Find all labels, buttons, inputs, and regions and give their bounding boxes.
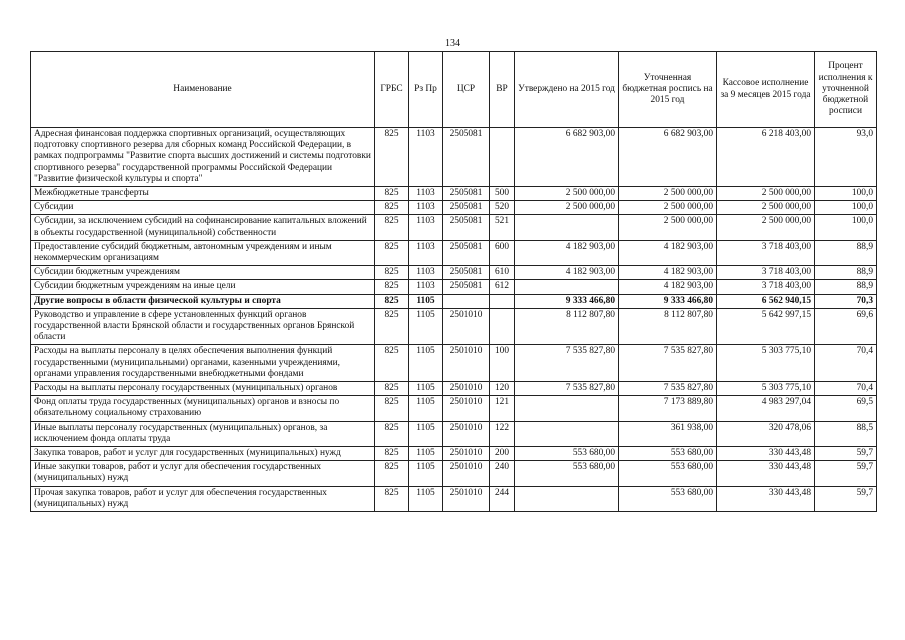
row-refined-cell: 4 182 903,00 xyxy=(619,280,717,294)
row-rz-pr-cell: 1105 xyxy=(409,486,443,511)
row-cash-cell: 6 218 403,00 xyxy=(717,128,815,187)
row-rz-pr-cell: 1103 xyxy=(409,215,443,240)
row-grbs-cell: 825 xyxy=(375,266,409,280)
row-grbs-cell: 825 xyxy=(375,421,409,446)
row-grbs-cell: 825 xyxy=(375,447,409,461)
row-approved-cell: 7 535 827,80 xyxy=(515,345,619,382)
row-name-cell: Иные закупки товаров, работ и услуг для обеспечения государственных (муниципальных) нужд xyxy=(31,461,375,486)
header-csr: ЦСР xyxy=(443,52,490,128)
row-percent-cell: 59,7 xyxy=(815,447,877,461)
row-grbs-cell: 825 xyxy=(375,187,409,201)
row-csr-cell: 2501010 xyxy=(443,461,490,486)
table-row xyxy=(31,215,877,240)
row-csr-cell xyxy=(443,294,490,308)
row-cash-cell: 2 500 000,00 xyxy=(717,215,815,240)
row-cash-cell: 3 718 403,00 xyxy=(717,240,815,265)
row-refined-cell: 9 333 466,80 xyxy=(619,294,717,308)
header-grbs: ГРБС xyxy=(375,52,409,128)
row-refined-cell: 2 500 000,00 xyxy=(619,215,717,240)
row-grbs-cell: 825 xyxy=(375,396,409,421)
row-percent-cell: 100,0 xyxy=(815,187,877,201)
table-row xyxy=(31,128,877,187)
table-row xyxy=(31,201,877,215)
row-vr-cell: 122 xyxy=(490,421,515,446)
row-name-cell: Межбюджетные трансферты xyxy=(31,187,375,201)
row-refined-cell: 553 680,00 xyxy=(619,486,717,511)
page-number: 134 xyxy=(445,38,460,49)
row-cash-cell: 5 303 775,10 xyxy=(717,382,815,396)
row-grbs-cell: 825 xyxy=(375,240,409,265)
row-grbs-cell: 825 xyxy=(375,280,409,294)
row-refined-cell: 7 535 827,80 xyxy=(619,345,717,382)
row-rz-pr-cell: 1105 xyxy=(409,308,443,345)
row-refined-cell: 2 500 000,00 xyxy=(619,201,717,215)
row-cash-cell: 3 718 403,00 xyxy=(717,280,815,294)
header-rz-pr: Рз Пр xyxy=(409,52,443,128)
header-refined: Уточненная бюджетная роспись на 2015 год xyxy=(619,52,717,128)
row-cash-cell: 320 478,06 xyxy=(717,421,815,446)
row-percent-cell: 100,0 xyxy=(815,201,877,215)
row-cash-cell: 5 642 997,15 xyxy=(717,308,815,345)
table-row xyxy=(31,280,877,294)
row-percent-cell: 59,7 xyxy=(815,486,877,511)
row-name-cell: Адресная финансовая поддержка спортивных организаций, осуществляющих подготовку спортивного резерва для сборных команд Российской Федерации, в рамках подпрограммы "Развитие спорта высших достижений и системы подготовки спортивного резерва" государственной программы Российской Федерации "Развитие физической культуры и спорта" xyxy=(31,128,375,187)
row-percent-cell: 93,0 xyxy=(815,128,877,187)
header-vr: ВР xyxy=(490,52,515,128)
row-csr-cell: 2501010 xyxy=(443,382,490,396)
row-vr-cell: 612 xyxy=(490,280,515,294)
row-rz-pr-cell: 1105 xyxy=(409,396,443,421)
row-csr-cell: 2501010 xyxy=(443,447,490,461)
row-cash-cell: 3 718 403,00 xyxy=(717,266,815,280)
row-csr-cell: 2505081 xyxy=(443,280,490,294)
row-vr-cell: 121 xyxy=(490,396,515,421)
row-refined-cell: 8 112 807,80 xyxy=(619,308,717,345)
row-rz-pr-cell: 1103 xyxy=(409,240,443,265)
row-rz-pr-cell: 1103 xyxy=(409,128,443,187)
row-refined-cell: 6 682 903,00 xyxy=(619,128,717,187)
table-row xyxy=(31,308,877,345)
row-grbs-cell: 825 xyxy=(375,461,409,486)
row-refined-cell: 7 535 827,80 xyxy=(619,382,717,396)
table-header-row xyxy=(31,52,877,128)
row-approved-cell: 553 680,00 xyxy=(515,447,619,461)
row-rz-pr-cell: 1105 xyxy=(409,382,443,396)
table-row xyxy=(31,266,877,280)
row-percent-cell: 88,5 xyxy=(815,421,877,446)
row-name-cell: Другие вопросы в области физической культуры и спорта xyxy=(31,294,375,308)
table-row xyxy=(31,486,877,511)
row-rz-pr-cell: 1105 xyxy=(409,421,443,446)
row-name-cell: Расходы на выплаты персоналу государственных (муниципальных) органов xyxy=(31,382,375,396)
row-csr-cell: 2505081 xyxy=(443,266,490,280)
row-name-cell: Иные выплаты персоналу государственных (муниципальных) органов, за исключением фонда оплаты труда xyxy=(31,421,375,446)
row-percent-cell: 69,5 xyxy=(815,396,877,421)
table-row xyxy=(31,461,877,486)
row-vr-cell: 521 xyxy=(490,215,515,240)
row-approved-cell: 2 500 000,00 xyxy=(515,201,619,215)
row-vr-cell xyxy=(490,308,515,345)
row-cash-cell: 5 303 775,10 xyxy=(717,345,815,382)
row-vr-cell: 120 xyxy=(490,382,515,396)
row-name-cell: Фонд оплаты труда государственных (муниципальных) органов и взносы по обязательному социальному страхованию xyxy=(31,396,375,421)
row-refined-cell: 553 680,00 xyxy=(619,447,717,461)
row-name-cell: Руководство и управление в сфере установленных функций органов государственной власти Брянской области и государственных органов Брянской области xyxy=(31,308,375,345)
row-name-cell: Прочая закупка товаров, работ и услуг для обеспечения государственных (муниципальных) нужд xyxy=(31,486,375,511)
row-vr-cell xyxy=(490,294,515,308)
row-refined-cell: 553 680,00 xyxy=(619,461,717,486)
row-name-cell: Закупка товаров, работ и услуг для государственных (муниципальных) нужд xyxy=(31,447,375,461)
row-grbs-cell: 825 xyxy=(375,128,409,187)
row-percent-cell: 100,0 xyxy=(815,215,877,240)
row-cash-cell: 330 443,48 xyxy=(717,486,815,511)
header-name: Наименование xyxy=(31,52,375,128)
row-percent-cell: 59,7 xyxy=(815,461,877,486)
row-vr-cell: 600 xyxy=(490,240,515,265)
row-name-cell: Субсидии xyxy=(31,201,375,215)
row-approved-cell: 9 333 466,80 xyxy=(515,294,619,308)
row-grbs-cell: 825 xyxy=(375,215,409,240)
row-rz-pr-cell: 1103 xyxy=(409,187,443,201)
row-csr-cell: 2501010 xyxy=(443,486,490,511)
row-grbs-cell: 825 xyxy=(375,201,409,215)
row-vr-cell: 200 xyxy=(490,447,515,461)
table-row xyxy=(31,382,877,396)
row-csr-cell: 2505081 xyxy=(443,240,490,265)
row-cash-cell: 4 983 297,04 xyxy=(717,396,815,421)
row-vr-cell: 500 xyxy=(490,187,515,201)
row-approved-cell: 7 535 827,80 xyxy=(515,382,619,396)
row-name-cell: Расходы на выплаты персоналу в целях обеспечения выполнения функций государственными (муниципальными) органами, казенными учреждениями, органами управления государственными внебюджетными фондами xyxy=(31,345,375,382)
row-refined-cell: 7 173 889,80 xyxy=(619,396,717,421)
table-row xyxy=(31,447,877,461)
row-name-cell: Субсидии бюджетным учреждениям xyxy=(31,266,375,280)
row-csr-cell: 2501010 xyxy=(443,345,490,382)
row-approved-cell: 6 682 903,00 xyxy=(515,128,619,187)
header-cash: Кассовое исполнение за 9 месяцев 2015 года xyxy=(717,52,815,128)
row-cash-cell: 2 500 000,00 xyxy=(717,201,815,215)
row-vr-cell xyxy=(490,128,515,187)
row-cash-cell: 330 443,48 xyxy=(717,461,815,486)
row-rz-pr-cell: 1105 xyxy=(409,294,443,308)
table-row xyxy=(31,294,877,308)
row-percent-cell: 70,4 xyxy=(815,382,877,396)
row-name-cell: Предоставление субсидий бюджетным, автономным учреждениям и иным некоммерческим организациям xyxy=(31,240,375,265)
header-approved: Утверждено на 2015 год xyxy=(515,52,619,128)
row-vr-cell: 610 xyxy=(490,266,515,280)
row-csr-cell: 2505081 xyxy=(443,201,490,215)
row-grbs-cell: 825 xyxy=(375,308,409,345)
table-row xyxy=(31,345,877,382)
row-rz-pr-cell: 1103 xyxy=(409,280,443,294)
row-csr-cell: 2501010 xyxy=(443,396,490,421)
row-rz-pr-cell: 1105 xyxy=(409,447,443,461)
row-refined-cell: 361 938,00 xyxy=(619,421,717,446)
row-csr-cell: 2505081 xyxy=(443,128,490,187)
row-rz-pr-cell: 1103 xyxy=(409,266,443,280)
row-vr-cell: 244 xyxy=(490,486,515,511)
row-rz-pr-cell: 1103 xyxy=(409,201,443,215)
table-row xyxy=(31,240,877,265)
table-body xyxy=(31,128,877,512)
row-approved-cell: 8 112 807,80 xyxy=(515,308,619,345)
row-grbs-cell: 825 xyxy=(375,382,409,396)
row-approved-cell: 553 680,00 xyxy=(515,461,619,486)
row-percent-cell: 70,3 xyxy=(815,294,877,308)
row-csr-cell: 2505081 xyxy=(443,215,490,240)
row-approved-cell: 4 182 903,00 xyxy=(515,266,619,280)
row-approved-cell xyxy=(515,215,619,240)
row-grbs-cell: 825 xyxy=(375,486,409,511)
table-row xyxy=(31,421,877,446)
row-cash-cell: 6 562 940,15 xyxy=(717,294,815,308)
header-percent: Процент исполнения к уточненной бюджетной росписи xyxy=(815,52,877,128)
row-vr-cell: 520 xyxy=(490,201,515,215)
row-percent-cell: 88,9 xyxy=(815,280,877,294)
row-rz-pr-cell: 1105 xyxy=(409,345,443,382)
row-csr-cell: 2505081 xyxy=(443,187,490,201)
row-approved-cell xyxy=(515,486,619,511)
row-rz-pr-cell: 1105 xyxy=(409,461,443,486)
row-percent-cell: 88,9 xyxy=(815,266,877,280)
row-percent-cell: 69,6 xyxy=(815,308,877,345)
row-vr-cell: 240 xyxy=(490,461,515,486)
row-name-cell: Субсидии, за исключением субсидий на софинансирование капитальных вложений в объекты государственной (муниципальной) собственности xyxy=(31,215,375,240)
row-grbs-cell: 825 xyxy=(375,294,409,308)
row-percent-cell: 70,4 xyxy=(815,345,877,382)
row-name-cell: Субсидии бюджетным учреждениям на иные цели xyxy=(31,280,375,294)
table-row xyxy=(31,187,877,201)
budget-table xyxy=(30,51,877,512)
row-csr-cell: 2501010 xyxy=(443,308,490,345)
table-row xyxy=(31,396,877,421)
row-percent-cell: 88,9 xyxy=(815,240,877,265)
row-vr-cell: 100 xyxy=(490,345,515,382)
row-approved-cell xyxy=(515,421,619,446)
row-approved-cell xyxy=(515,396,619,421)
row-cash-cell: 2 500 000,00 xyxy=(717,187,815,201)
row-approved-cell xyxy=(515,280,619,294)
row-approved-cell: 4 182 903,00 xyxy=(515,240,619,265)
row-refined-cell: 2 500 000,00 xyxy=(619,187,717,201)
row-refined-cell: 4 182 903,00 xyxy=(619,240,717,265)
row-approved-cell: 2 500 000,00 xyxy=(515,187,619,201)
row-csr-cell: 2501010 xyxy=(443,421,490,446)
row-refined-cell: 4 182 903,00 xyxy=(619,266,717,280)
row-grbs-cell: 825 xyxy=(375,345,409,382)
row-cash-cell: 330 443,48 xyxy=(717,447,815,461)
